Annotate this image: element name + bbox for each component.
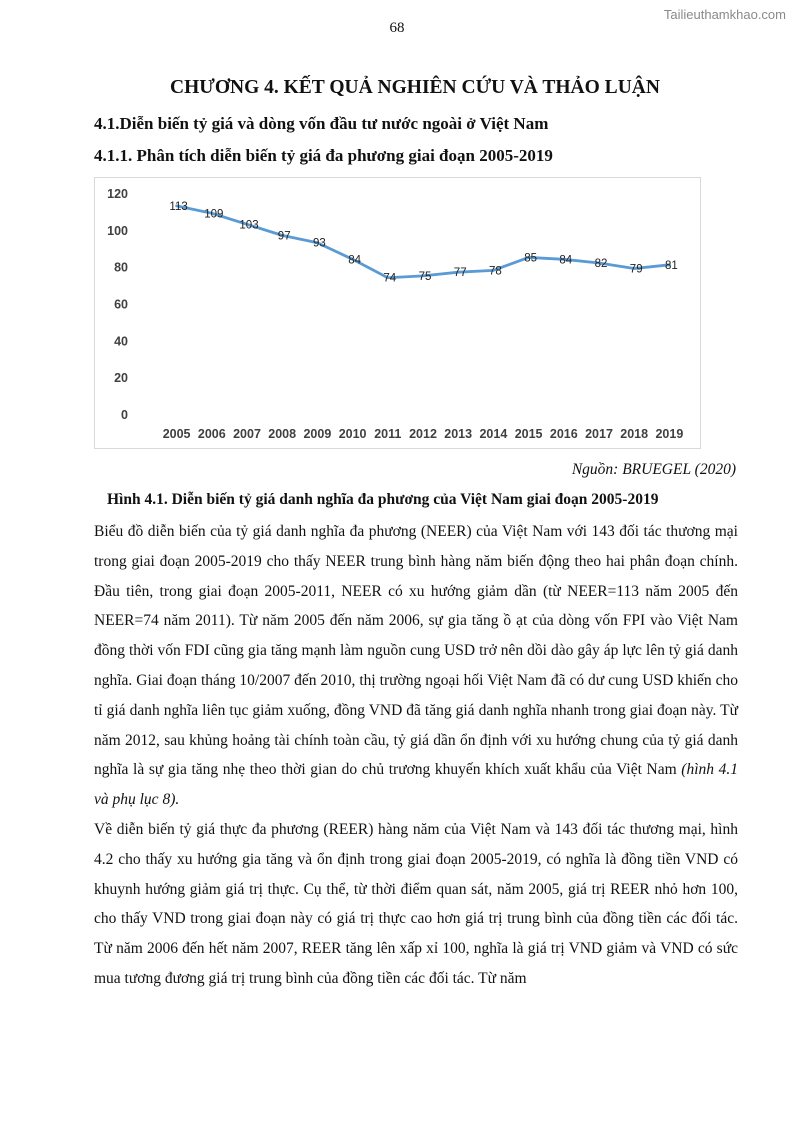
- data-label: 79: [629, 263, 643, 276]
- y-tick-label: 40: [114, 334, 128, 349]
- data-label: 78: [489, 265, 502, 278]
- data-label: 75: [418, 270, 432, 283]
- paragraph-1-text: Biểu đồ diễn biến của tỷ giá danh nghĩa đa phương (NEER) của Việt Nam với 143 đối tác thương mại trong giai đoạn 2005-2019 cho thấy NEER trung bình hàng năm biến động theo hai phân đoạn chính. Đầu tiên, trong giai đoạn 2005-2011, NEER có xu hướng giảm dần (từ NEER=113 năm 2005 đến NEER=74 năm 2011). Từ năm 2005 đến năm 2006, sự gia tăng ồ ạt của dòng vốn FPI vào Việt Nam đồng thời vốn FDI cũng gia tăng mạnh làm nguồn cung USD trở nên dồi dào gây áp lực lên tỷ giá danh nghĩa. Giai đoạn tháng 10/2007 đến 2010, thị trường ngoại hối Việt Nam đã có dư cung USD khiến cho tỉ giá danh nghĩa liên tục giảm xuống, đồng VND đã tăng giá danh nghĩa nhanh trong giai đoạn này. Từ năm 2012, sau khủng hoảng tài chính toàn cầu, tỷ giá dần ổn định với xu hướng chung của tỷ giá danh nghĩa là sự gia tăng nhẹ theo thời gian do chủ trương khuyến khích xuất khẩu của Việt Nam: [94, 523, 738, 779]
- data-label: 84: [348, 254, 361, 267]
- y-tick-label: 20: [114, 371, 128, 386]
- data-label: 97: [277, 230, 291, 243]
- paragraph-1-reference: (hình 4.1 và phụ lục 8).: [94, 761, 738, 809]
- chapter-title: CHƯƠNG 4. KẾT QUẢ NGHIÊN CỨU VÀ THẢO LUẬN: [170, 77, 660, 98]
- y-tick-label: 120: [107, 187, 128, 201]
- x-tick-label: 2005: [162, 427, 191, 441]
- data-label: 84: [559, 254, 573, 267]
- x-tick-label: 2013: [444, 427, 473, 441]
- section-heading: 4.1.Diễn biến tỷ giá và dòng vốn đầu tư nước ngoài ở Việt Nam: [94, 114, 549, 133]
- y-tick-label: 60: [114, 297, 128, 312]
- data-label: 103: [239, 219, 259, 232]
- chart-svg: [95, 178, 702, 450]
- x-tick-label: 2012: [409, 427, 437, 441]
- x-tick-label: 2015: [514, 427, 543, 441]
- subsection-heading: 4.1.1. Phân tích diễn biến tỷ giá đa phương giai đoạn 2005-2019: [94, 146, 553, 165]
- x-tick-label: 2010: [338, 427, 367, 441]
- x-tick-label: 2017: [585, 427, 613, 441]
- x-tick-label: 2019: [655, 427, 684, 441]
- data-label: 77: [453, 267, 467, 280]
- data-label: 85: [524, 252, 537, 265]
- y-tick-label: 0: [121, 408, 128, 422]
- x-tick-label: 2016: [549, 427, 578, 441]
- x-tick-label: 2008: [268, 427, 297, 441]
- data-label: 81: [665, 259, 678, 272]
- page-number: 68: [389, 20, 405, 36]
- data-label: 113: [169, 200, 188, 213]
- paragraph-2: Về diễn biến tỷ giá thực đa phương (REER) hàng năm của Việt Nam và 143 đối tác thương mại, hình 4.2 cho thấy xu hướng gia tăng và ổn định trong giai đoạn 2005-2019, có nghĩa là đồng tiền VND có khuynh hướng giảm giá trị thực. Cụ thể, từ thời điểm quan sát, năm 2005, giá trị REER nhỏ hơn 100, cho thấy VND trong giai đoạn này có giá trị thực cao hơn giá trị trung bình của đồng tiền các đối tác. Từ năm 2006 đến hết năm 2007, REER tăng lên xấp xỉ 100, nghĩa là giá trị VND giảm và VND có sức mua tương đương giá trị trung bình của đồng tiền các đối tác. Từ năm: [94, 820, 738, 987]
- neer-line-chart: [94, 177, 701, 449]
- y-tick-label: 80: [114, 260, 128, 275]
- x-tick-label: 2007: [233, 427, 261, 441]
- y-tick-label: 100: [107, 223, 128, 238]
- data-label: 109: [204, 208, 224, 221]
- x-tick-label: 2018: [620, 427, 649, 441]
- x-tick-label: 2014: [479, 427, 508, 441]
- x-tick-label: 2006: [197, 427, 226, 441]
- source-note: Nguồn: BRUEGEL (2020): [571, 461, 736, 478]
- body-text: [94, 517, 738, 994]
- x-tick-label: 2011: [374, 427, 402, 441]
- data-label: 74: [383, 272, 397, 285]
- data-label: 93: [313, 237, 326, 250]
- watermark: Tailieuthamkhao.com: [663, 7, 786, 22]
- data-label: 82: [594, 257, 608, 270]
- x-tick-label: 2009: [303, 427, 332, 441]
- paragraph-1: [94, 517, 738, 815]
- figure-caption: Hình 4.1. Diễn biến tỷ giá danh nghĩa đa phương của Việt Nam giai đoạn 2005-2019: [107, 491, 659, 508]
